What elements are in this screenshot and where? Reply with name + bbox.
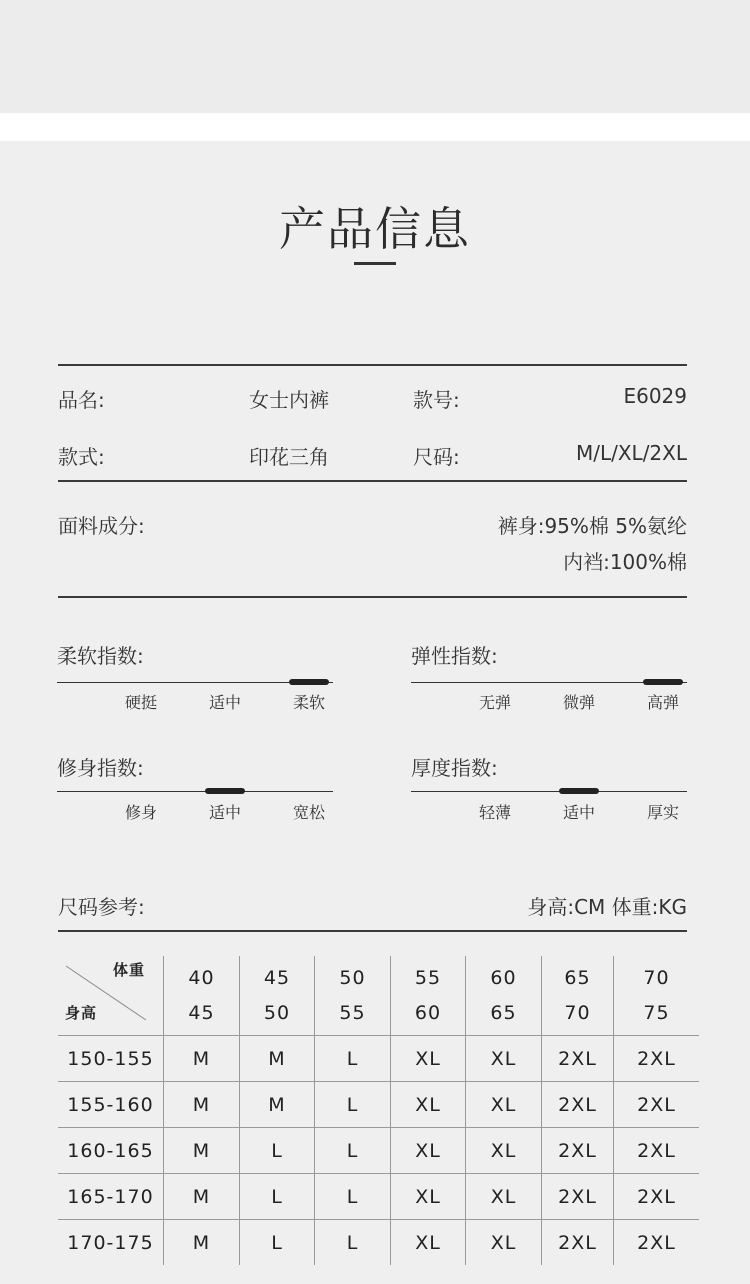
weight-range-value: 40: [188, 966, 215, 989]
weight-header: 体重: [112, 961, 145, 979]
size-cell: 2XL: [614, 1220, 700, 1266]
size-cell: 2XL: [614, 1128, 700, 1174]
size-cell: 2XL: [614, 1174, 700, 1220]
table-row: [58, 1128, 699, 1174]
page-title: 产品信息: [279, 202, 471, 256]
weight-range-cell: [164, 956, 240, 1036]
size-cell: 2XL: [614, 1036, 700, 1082]
index-scale-tick-label: 微弹: [562, 693, 595, 712]
weight-range-value: 45: [263, 966, 291, 989]
weight-range-cell: [391, 956, 466, 1036]
index-title: 弹性指数:: [411, 644, 498, 668]
size-cell: L: [315, 1220, 391, 1266]
size-table-header: [58, 956, 699, 1036]
index-scale-tick-label: 宽松: [292, 803, 325, 822]
weight-range-value: 75: [643, 1001, 670, 1024]
size-cell: M: [164, 1082, 240, 1128]
table-row: [58, 1220, 699, 1266]
size-cell: XL: [466, 1082, 542, 1128]
size-cell: M: [164, 1036, 240, 1082]
index-scale-tick-label: 高弹: [646, 693, 679, 712]
model-number-value: E6029: [623, 384, 687, 408]
height-range-cell: 165-170: [58, 1174, 164, 1220]
size-cell: XL: [391, 1220, 466, 1266]
weight-range-value: 65: [490, 1001, 517, 1024]
table-row: [58, 1174, 699, 1220]
index-scale-marker: [289, 679, 329, 685]
size-cell: 2XL: [542, 1220, 614, 1266]
height-header: 身高: [65, 1004, 98, 1022]
weight-range-value: 60: [414, 1001, 442, 1024]
diagonal-divider: [58, 956, 163, 1035]
index-scale-tick-label: 适中: [208, 803, 241, 822]
units-note: 身高:CM 体重:KG: [527, 895, 687, 919]
size-cell: XL: [391, 1082, 466, 1128]
index-title: 厚度指数:: [411, 756, 498, 780]
index-scale-tick-label: 硬挺: [124, 693, 157, 712]
size-table: [58, 956, 699, 1265]
style-value: 印花三角: [249, 445, 329, 469]
size-cell: M: [164, 1128, 240, 1174]
size-cell: 2XL: [542, 1036, 614, 1082]
divider-line: [58, 930, 687, 932]
size-cell: XL: [466, 1036, 542, 1082]
weight-range-value: 60: [490, 966, 517, 989]
size-cell: L: [315, 1174, 391, 1220]
size-cell: XL: [466, 1128, 542, 1174]
style-label: 款式:: [58, 445, 105, 469]
height-range-cell: 170-175: [58, 1220, 164, 1266]
index-scale-track: [57, 791, 333, 792]
size-value: M/L/XL/2XL: [575, 441, 687, 465]
index-scale-marker: [205, 788, 245, 794]
fabric-composition-crotch: 内裆:100%棉: [563, 550, 687, 574]
size-cell: M: [164, 1220, 240, 1266]
size-cell: M: [240, 1036, 315, 1082]
size-cell: 2XL: [542, 1128, 614, 1174]
title-underline: [354, 262, 396, 265]
size-cell: 2XL: [542, 1174, 614, 1220]
index-scale-tick-label: 修身: [124, 803, 157, 822]
size-cell: L: [240, 1128, 315, 1174]
index-scale-track: [411, 791, 687, 792]
weight-range-cell: [614, 956, 700, 1036]
height-range-cell: 155-160: [58, 1082, 164, 1128]
size-cell: L: [240, 1220, 315, 1266]
index-scale-tick-label: 厚实: [646, 803, 679, 822]
divider-line: [58, 364, 687, 366]
product-name-label: 品名:: [58, 388, 105, 412]
weight-range-value: 50: [339, 966, 366, 989]
top-band: [0, 0, 750, 113]
divider-strip: [0, 113, 750, 141]
index-scale-tick-label: 适中: [208, 693, 241, 712]
weight-range-value: 55: [414, 966, 442, 989]
size-cell: XL: [391, 1174, 466, 1220]
index-title: 柔软指数:: [57, 644, 144, 668]
size-label: 尺码:: [413, 445, 460, 469]
index-scale-tick-label: 柔软: [292, 693, 325, 712]
weight-range-value: 55: [339, 1001, 366, 1024]
size-cell: M: [164, 1174, 240, 1220]
height-range-cell: 160-165: [58, 1128, 164, 1174]
size-cell: XL: [466, 1174, 542, 1220]
weight-range-cell: [542, 956, 614, 1036]
size-cell: XL: [391, 1128, 466, 1174]
divider-line: [58, 480, 687, 482]
weight-range-cell: [315, 956, 391, 1036]
size-cell: 2XL: [614, 1082, 700, 1128]
size-cell: XL: [391, 1036, 466, 1082]
model-number-label: 款号:: [413, 388, 460, 412]
fabric-label: 面料成分:: [58, 514, 145, 538]
size-reference-label: 尺码参考:: [58, 895, 145, 919]
index-scale-marker: [643, 679, 683, 685]
weight-range-value: 65: [564, 966, 591, 989]
size-cell: 2XL: [542, 1082, 614, 1128]
height-range-cell: 150-155: [58, 1036, 164, 1082]
table-row: [58, 1036, 699, 1082]
index-scale-tick-label: 无弹: [478, 693, 511, 712]
index-title: 修身指数:: [57, 756, 144, 780]
size-cell: M: [240, 1082, 315, 1128]
weight-range-value: 70: [643, 966, 670, 989]
size-cell: L: [315, 1082, 391, 1128]
index-scale-tick-label: 适中: [562, 803, 595, 822]
size-cell: XL: [466, 1220, 542, 1266]
header-corner-cell: [58, 956, 164, 1036]
size-cell: L: [240, 1174, 315, 1220]
index-scale-tick-label: 轻薄: [478, 803, 511, 822]
weight-range-value: 50: [263, 1001, 291, 1024]
size-cell: L: [315, 1128, 391, 1174]
index-scale-marker: [559, 788, 599, 794]
divider-line: [58, 596, 687, 598]
weight-range-cell: [466, 956, 542, 1036]
weight-range-value: 45: [188, 1001, 215, 1024]
weight-range-value: 70: [564, 1001, 591, 1024]
table-row: [58, 1082, 699, 1128]
size-cell: L: [315, 1036, 391, 1082]
fabric-composition-body: 裤身:95%棉 5%氨纶: [497, 514, 687, 538]
weight-range-cell: [240, 956, 315, 1036]
product-name-value: 女士内裤: [249, 388, 329, 412]
